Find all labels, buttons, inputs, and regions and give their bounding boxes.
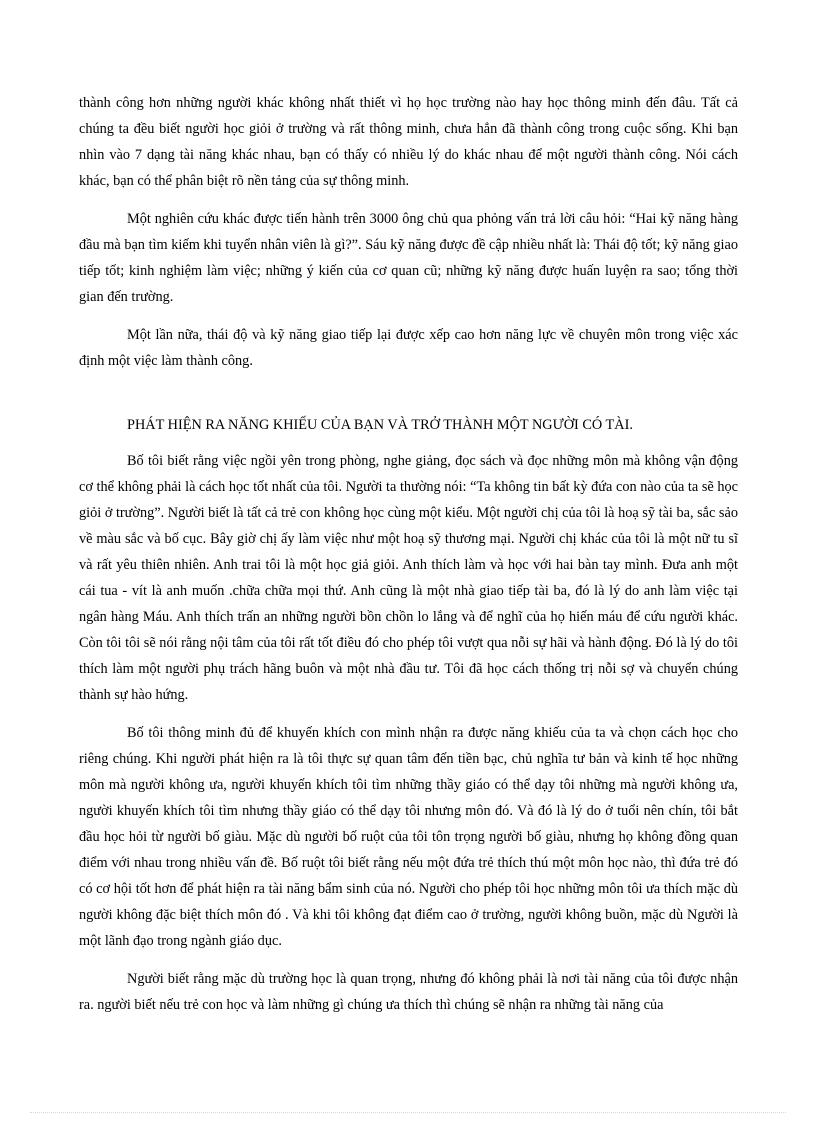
paragraph-5: Bố tôi thông minh đủ để khuyến khích con mình nhận ra được năng khiếu của ta và chọn cách học cho riêng chúng. Khi người phát hiện ra là tôi thực sự quan tâm đến tiền bạc, chủ nghĩa tư bản và kinh tế học những môn mà người không ưa, người khuyến khích tôi tìm những thầy giáo có thể dạy tôi những mà người không ưa, người khuyến khích tôi tìm nhưng thầy giáo có thể dạy tôi nhưng môn đó. Và đó là lý do ở tuổi nên chín, tôi bắt đầu học hỏi từ người bố giàu. Mặc dù người bố ruột của tôi tôn trọng người bố giàu, nhưng họ không đồng quan điểm với nhau trong nhiều vấn đề. Bố ruột tôi biết rằng nếu một đứa trẻ thích thú một môn học nào, thì đứa trẻ đó có cơ hội tốt hơn để phát hiện ra tài năng bẩm sinh của nó. Người cho phép tôi học những môn tôi ưa thích mặc dù người không đặc biệt thích môn đó . Và khi tôi không đạt điểm cao ở trường, người không buồn, mặc dù Người là một lãnh đạo trong ngành giáo dục. (79, 725, 738, 949)
paragraph-2: Một nghiên cứu khác được tiến hành trên 3000 ông chủ qua phỏng vấn trả lời câu hỏi: “Hai kỹ năng hàng đầu mà bạn tìm kiếm khi tuyển nhân viên là gì?”. Sáu kỹ năng được đề cập nhiều nhất là: Thái độ tốt; kỹ năng giao tiếp tốt; kinh nghiệm làm việc; những ý kiến của cơ quan cũ; những kỹ năng được huấn luyện ra sao; tổng thời gian đến trường. (79, 211, 738, 305)
paragraph-4: Bố tôi biết rằng việc ngồi yên trong phòng, nghe giảng, đọc sách và đọc những môn mà không vận động cơ thể không phải là cách học tốt nhất của tôi. Người ta thường nói: “Ta không tin bất kỳ đứa con nào của ta sẽ học giỏi ở trường”. Người biết là tất cả trẻ con không học cùng một kiểu. Một người chị của tôi là hoạ sỹ tài ba, sắc sảo về màu sắc và bố cục. Bây giờ chị ấy làm việc như một hoạ sỹ thương mại. Người chị khác của tôi là một nữ tu sĩ và rất yêu thiên nhiên. Anh trai tôi là một học giả giỏi. Anh thích làm và học với hai bàn tay mình. Đưa anh một cái tua - vít là anh muốn .chữa chữa mọi thứ. Anh cũng là một nhà giao tiếp tài ba, đó là lý do anh làm việc tại ngân hàng Máu. Anh thích trấn an những người bồn chồn lo lắng và để nghĩ của họ hiến máu để cứu người khác. Còn tôi tôi sẽ nói rằng nội tâm của tôi rất tốt điều đó cho phép tôi vượt qua nỗi sự hãi và hành động. Đó là lý do tôi thích làm một người phụ trách hãng buôn và một nhà đầu tư. Tôi đã học cách thống trị nỗi sợ và chuyển chúng thành sự hào hứng. (79, 453, 738, 703)
paragraph-1: thành công hơn những người khác không nhất thiết vì họ học trường nào hay học thông minh đến đâu. Tất cả chúng ta đều biết người học giỏi ở trường và rất thông minh, chưa hẳn đã thành công trong cuộc sống. Khi bạn nhìn vào 7 dạng tài năng khác nhau, bạn có thấy có nhiều lý do khác nhau để một người thành công. Nói cách khác, bạn có thể phân biệt rõ nền tảng của sự thông minh. (79, 95, 738, 189)
section-heading: PHÁT HIỆN RA NĂNG KHIẾU CỦA BẠN VÀ TRỞ THÀNH MỘT NGƯỜI CÓ TÀI. (127, 417, 633, 433)
paragraph-3: Một lần nữa, thái độ và kỹ năng giao tiếp lại được xếp cao hơn năng lực về chuyên môn trong việc xác định một việc làm thành công. (79, 327, 738, 369)
paragraph-6: Người biết rằng mặc dù trường học là quan trọng, nhưng đó không phải là nơi tài năng của tôi được nhận ra. người biết nếu trẻ con học và làm những gì chúng ưa thích thì chúng sẽ nhận ra những tài năng của (79, 971, 738, 1013)
page-bottom-divider (30, 1112, 786, 1113)
document-body (79, 90, 738, 1030)
